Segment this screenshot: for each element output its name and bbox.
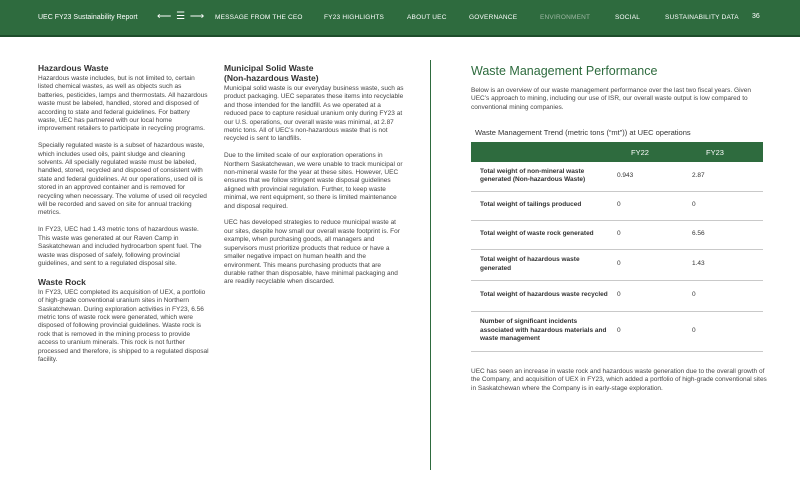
row-fy22-value: 0 xyxy=(613,311,688,351)
hazardous-fy23-paragraph: In FY23, UEC had 1.43 metric tons of hazardous waste. This waste was generated at our Raven Camp in Saskatchewan and included hydrocarbon spent fuel. The waste was disposed of safely, following provincial guidelines, and sent to a regulated disposal site. xyxy=(38,226,202,267)
row-fy22-value: 0 xyxy=(613,191,688,220)
section-intro: Below is an overview of our waste management performance over the last two fiscal years. Given UEC’s approach to mining, including our use of ISR, our overall waste output is low compared to conventional mining companies. xyxy=(471,87,751,111)
row-fy22-value: 0.943 xyxy=(613,162,688,191)
specially-regulated-paragraph: Specially regulated waste is a subset of hazardous waste, which includes used oils, paint sludge and cleaning solvents. All specially regulated waste must be labeled, handled, stored, recycled and disposed of consistent with state and federal guidelines. At our operations, used oil is stored in an approved container and is removed for recycling when necessary. The volume of used oil recycled will be recorded and saved on site for annual tracking metrics. xyxy=(38,142,207,217)
table-row xyxy=(471,191,763,220)
municipal-waste-paragraph: Municipal solid waste is our everyday business waste, such as product packaging. UEC separates these items into recyclable and those intended for the landfill. As we operated at a reduced pace to capture residual uranium only during FY23 at our U.S. operations, our overall waste was minimal, at 2.87 metric tons. All of UEC’s non-hazardous waste that is not recycled is sent to landfills. xyxy=(224,85,404,143)
table-row xyxy=(471,311,763,351)
table-header-fy23: FY23 xyxy=(688,142,763,162)
table-header-row xyxy=(471,142,763,162)
hazardous-waste-heading: Hazardous Waste xyxy=(38,63,109,73)
top-navigation-bar xyxy=(0,0,800,37)
row-fy22-value: 0 xyxy=(613,249,688,280)
table-row xyxy=(471,280,763,311)
row-label: Total weight of tailings produced xyxy=(471,191,613,220)
row-label: Total weight of waste rock generated xyxy=(471,220,613,249)
section-title: Waste Management Performance xyxy=(471,64,658,78)
row-label: Total weight of non-mineral waste generated (Non-hazardous Waste) xyxy=(471,162,613,191)
nav-governance[interactable]: GOVERNANCE xyxy=(469,14,518,21)
row-label: Number of significant incidents associated with hazardous materials and waste management xyxy=(471,311,613,351)
municipal-waste-title: Municipal Solid Waste xyxy=(224,63,314,73)
table-row xyxy=(471,220,763,249)
municipal-waste-subtitle: (Non-hazardous Waste) xyxy=(224,73,319,83)
table-row xyxy=(471,249,763,280)
table-header-fy22: FY22 xyxy=(613,142,688,162)
municipal-waste-heading xyxy=(224,63,404,83)
row-fy23-value: 0 xyxy=(688,280,763,311)
table-header-blank xyxy=(471,142,613,162)
nav-environment[interactable]: ENVIRONMENT xyxy=(540,14,591,21)
nav-social[interactable]: SOCIAL xyxy=(615,14,641,21)
nav-message-from-ceo[interactable]: MESSAGE FROM THE CEO xyxy=(215,14,303,21)
waste-reduction-paragraph: UEC has developed strategies to reduce municipal waste at our sites, despite how small our overall waste footprint is. For example, when purchasing goods, all managers and supervisors must prioritize products that reduce or have a smaller negative impact on human health and the environment. This means purchasing products that are durable rather than disposable, have minimal packaging and are readily recyclable when discarded. xyxy=(224,219,400,286)
table-caption: Waste Management Trend (metric tons (“mt”)) at UEC operations xyxy=(475,128,691,137)
waste-rock-heading: Waste Rock xyxy=(38,276,86,287)
row-label: Total weight of hazardous waste recycled xyxy=(471,280,613,311)
page-number: 36 xyxy=(752,13,760,20)
hazardous-waste-paragraph: Hazardous waste includes, but is not limited to, certain listed chemical wastes, as well as objects such as batteries, pesticides, lamps and thermostats. All hazardous waste must be labeled, handled, stored and disposed of according to state and federal guidelines. For battery waste, UEC has partnered with our local home improvement retailers to participate in recycling programs. xyxy=(38,75,208,133)
row-label: Total weight of hazardous waste generated xyxy=(471,249,613,280)
row-fy23-value: 0 xyxy=(688,191,763,220)
left-column xyxy=(38,63,209,373)
row-fy23-value: 6.56 xyxy=(688,220,763,249)
column-divider xyxy=(430,60,431,470)
table-row xyxy=(471,162,763,191)
middle-column xyxy=(224,63,404,295)
row-fy22-value: 0 xyxy=(613,220,688,249)
report-title[interactable]: UEC FY23 Sustainability Report xyxy=(38,14,138,21)
waste-rock-paragraph: In FY23, UEC completed its acquisition of UEX, a portfolio of high-grade conventional uranium sites in Northern Saskatchewan. During exploration activities in FY23, 6.56 metric tons of waste rock were generated, which were disposed of following provincial guidelines. Waste rock is rock that is removed in the mining process to provide access to uranium minerals. This rock is not further processed and therefore, is shipped to a regulated disposal facility. xyxy=(38,288,209,363)
nav-fy23-highlights[interactable]: FY23 HIGHLIGHTS xyxy=(324,14,385,21)
row-fy23-value: 0 xyxy=(688,311,763,351)
nav-about-uec[interactable]: ABOUT UEC xyxy=(407,14,447,21)
waste-management-table xyxy=(471,142,763,352)
saskatchewan-paragraph: Due to the limited scale of our exploration operations in Northern Saskatchewan, we were unable to track municipal or non-mineral waste for the year at these sites. However, UEC ensures that we follow stringent waste disposal guidelines aligned with provincial regulation. Further, to keep waste minimal, we rent equipment, so there is limited maintenance and disposal required. xyxy=(224,152,403,210)
section-footer-paragraph: UEC has seen an increase in waste rock and hazardous waste generation due to the overall growth of the Company, and acquisition of UEX in FY23, which added a portfolio of high-grade conventional sites in Saskatchewan where the Company is in early-stage exploration. xyxy=(471,368,767,392)
nav-sustainability-data[interactable]: SUSTAINABILITY DATA xyxy=(665,14,739,21)
page-navigation-arrows-icon[interactable]: ⟵ ☰ ⟶ xyxy=(157,11,206,22)
row-fy22-value: 0 xyxy=(613,280,688,311)
row-fy23-value: 2.87 xyxy=(688,162,763,191)
row-fy23-value: 1.43 xyxy=(688,249,763,280)
